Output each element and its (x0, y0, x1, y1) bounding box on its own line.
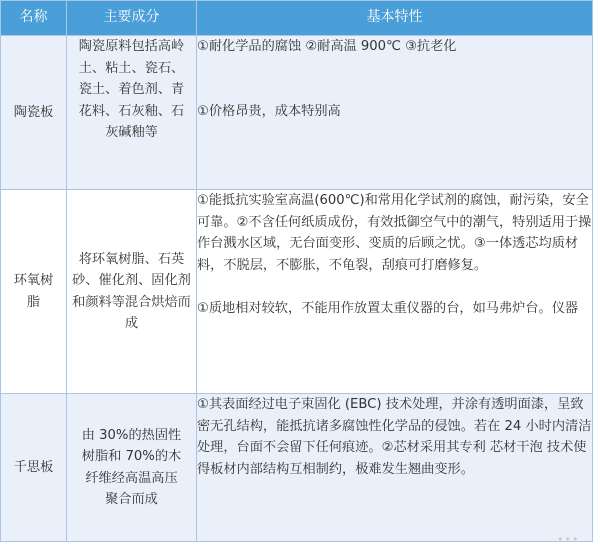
material-composition: 陶瓷原料包括高岭土、粘土、瓷石、瓷土、着色剂、青花料、石灰釉、石灰碱釉等 (67, 36, 197, 190)
table-row (1, 190, 593, 394)
feature-text: ①能抵抗实验室高温(600℃)和常用化学试剂的腐蚀，耐污染，安全可靠。②不含任何纸质成份，有效抵御空气中的潮气，特别适用于操作台溅水区域，无台面变形、变质的后顾之忧。③一体透芯均质材料，不脱层，不膨胀，不龟裂，刮痕可打磨修复。 (197, 193, 592, 273)
table-row (1, 36, 593, 190)
header-features: 基本特性 (197, 1, 593, 36)
feature-text: ①其表面经过电子束固化 (EBC) 技术处理，并涂有透明面漆，呈致密无孔结构，能抵抗诸多腐蚀性化学品的侵蚀。若在 24 小时内清洁处理，台面不会留下任何痕迹。②芯材采用其专利 芯材干泡 技术使得板材内部结构互相制约，极难发生翘曲变形。 (197, 397, 592, 477)
feature-text: ①价格昂贵，成本特别高 (197, 103, 341, 119)
header-name: 名称 (1, 1, 67, 36)
table-header-row (1, 1, 593, 36)
material-composition: 由 30%的热固性树脂和 70%的木纤维经高温高压聚合而成 (67, 394, 197, 542)
watermark-dots: ••• (557, 533, 580, 546)
material-features (197, 36, 593, 190)
material-name: 陶瓷板 (1, 36, 67, 190)
feature-text: ①耐化学品的腐蚀 ②耐高温 900℃ ③抗老化 (197, 39, 457, 54)
table-row (1, 394, 593, 542)
feature-text: ①质地相对较软，不能用作放置太重仪器的台，如马弗炉台。仪器 (197, 300, 579, 316)
material-name: 环氧树脂 (1, 190, 67, 394)
material-features (197, 394, 593, 542)
material-name: 千思板 (1, 394, 67, 542)
material-composition: 将环氧树脂、石英砂、催化剂、固化剂和颜料等混合烘焙而成 (67, 190, 197, 394)
material-features (197, 190, 593, 394)
header-composition: 主要成分 (67, 1, 197, 36)
